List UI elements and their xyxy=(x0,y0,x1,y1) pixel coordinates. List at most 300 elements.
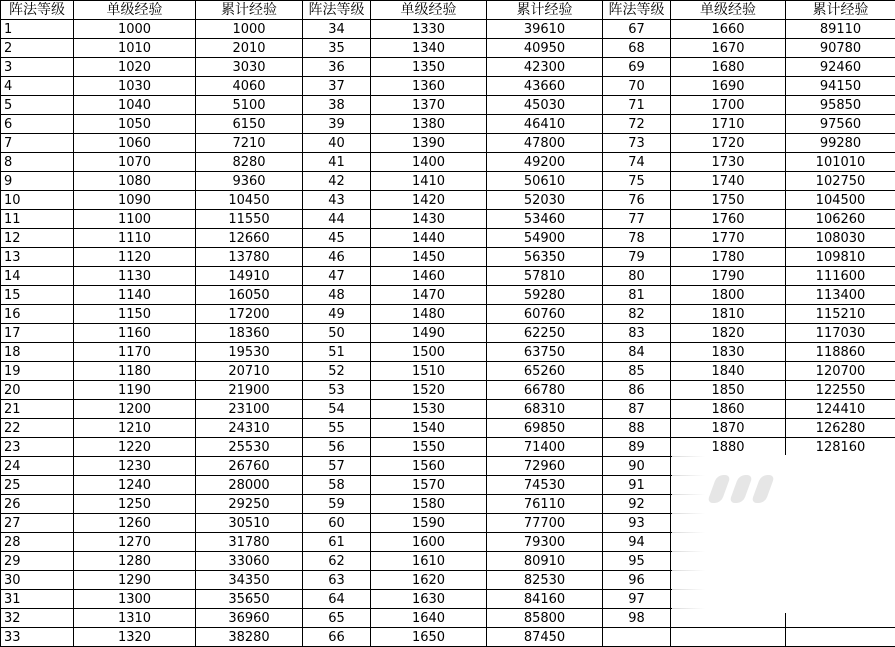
table-cell: 1230 xyxy=(74,457,196,476)
table-cell: 59 xyxy=(303,495,371,514)
table-cell: 1540 xyxy=(371,419,487,438)
table-cell: 1160 xyxy=(74,324,196,343)
table-cell: 83 xyxy=(603,324,671,343)
table-cell: 59280 xyxy=(487,286,603,305)
table-cell: 1690 xyxy=(671,77,786,96)
table-cell: 50610 xyxy=(487,172,603,191)
table-cell: 1800 xyxy=(671,286,786,305)
table-cell: 68310 xyxy=(487,400,603,419)
table-cell: 38 xyxy=(303,96,371,115)
table-cell: 117030 xyxy=(786,324,895,343)
table-cell: 95 xyxy=(603,552,671,571)
table-cell: 67 xyxy=(603,20,671,39)
table-cell: 20710 xyxy=(196,362,303,381)
table-cell: 1410 xyxy=(371,172,487,191)
table-cell: 45 xyxy=(303,229,371,248)
table-cell: 108030 xyxy=(786,229,895,248)
table-cell: 1150 xyxy=(74,305,196,324)
table-cell: 74 xyxy=(603,153,671,172)
table-cell: 45030 xyxy=(487,96,603,115)
table-cell: 30 xyxy=(1,571,74,590)
table-cell: 29 xyxy=(1,552,74,571)
table-cell: 39 xyxy=(303,115,371,134)
column-header: 累计经验 xyxy=(196,1,303,20)
table-cell: 1450 xyxy=(371,248,487,267)
table-cell: 17200 xyxy=(196,305,303,324)
table-cell: 3030 xyxy=(196,58,303,77)
table-cell: 84160 xyxy=(487,590,603,609)
table-cell: 87 xyxy=(603,400,671,419)
table-cell: 77 xyxy=(603,210,671,229)
table-row xyxy=(1,362,895,381)
column-header: 累计经验 xyxy=(786,1,895,20)
table-row xyxy=(1,248,895,267)
table-cell: 52030 xyxy=(487,191,603,210)
table-cell: 1850 xyxy=(671,381,786,400)
table-cell: 63750 xyxy=(487,343,603,362)
table-cell: 7210 xyxy=(196,134,303,153)
table-row xyxy=(1,153,895,172)
table-cell: 128160 xyxy=(786,438,895,457)
table-cell: 1590 xyxy=(371,514,487,533)
table-cell: 1780 xyxy=(671,248,786,267)
table-cell: 1430 xyxy=(371,210,487,229)
table-cell: 2 xyxy=(1,39,74,58)
table-cell: 68 xyxy=(603,39,671,58)
table-cell: 1580 xyxy=(371,495,487,514)
table-cell: 1830 xyxy=(671,343,786,362)
table-cell: 1210 xyxy=(74,419,196,438)
table-cell: 69850 xyxy=(487,419,603,438)
table-cell: 1510 xyxy=(371,362,487,381)
table-cell: 1020 xyxy=(74,58,196,77)
table-row xyxy=(1,343,895,362)
table-cell: 84 xyxy=(603,343,671,362)
table-cell: 5100 xyxy=(196,96,303,115)
table-row xyxy=(1,39,895,58)
table-cell: 1700 xyxy=(671,96,786,115)
table-cell: 25 xyxy=(1,476,74,495)
table-cell: 85800 xyxy=(487,609,603,628)
table-cell: 109810 xyxy=(786,248,895,267)
table-cell: 17 xyxy=(1,324,74,343)
table-cell: 1470 xyxy=(371,286,487,305)
table-cell: 24 xyxy=(1,457,74,476)
table-cell: 80910 xyxy=(487,552,603,571)
table-cell: 20 xyxy=(1,381,74,400)
table-cell: 1810 xyxy=(671,305,786,324)
table-cell: 4060 xyxy=(196,77,303,96)
table-cell: 82530 xyxy=(487,571,603,590)
table-cell: 24310 xyxy=(196,419,303,438)
table-cell: 104500 xyxy=(786,191,895,210)
table-cell: 16050 xyxy=(196,286,303,305)
table-cell: 1190 xyxy=(74,381,196,400)
table-cell: 23 xyxy=(1,438,74,457)
table-cell: 126280 xyxy=(786,419,895,438)
table-cell: 49 xyxy=(303,305,371,324)
table-cell: 57 xyxy=(303,457,371,476)
table-cell: 76110 xyxy=(487,495,603,514)
table-cell: 65260 xyxy=(487,362,603,381)
table-cell: 85 xyxy=(603,362,671,381)
column-header: 累计经验 xyxy=(487,1,603,20)
table-cell: 1600 xyxy=(371,533,487,552)
table-cell: 69 xyxy=(603,58,671,77)
table-cell: 93 xyxy=(603,514,671,533)
table-row xyxy=(1,305,895,324)
table-cell: 1240 xyxy=(74,476,196,495)
table-cell: 70 xyxy=(603,77,671,96)
table-cell: 1360 xyxy=(371,77,487,96)
table-cell: 1570 xyxy=(371,476,487,495)
table-cell: 91 xyxy=(603,476,671,495)
table-cell: 1460 xyxy=(371,267,487,286)
table-cell: 76 xyxy=(603,191,671,210)
table-cell: 1270 xyxy=(74,533,196,552)
table-cell: 1640 xyxy=(371,609,487,628)
table-cell: 47800 xyxy=(487,134,603,153)
table-cell: 51 xyxy=(303,343,371,362)
table-cell: 18360 xyxy=(196,324,303,343)
table-cell: 94150 xyxy=(786,77,895,96)
table-cell: 52 xyxy=(303,362,371,381)
table-cell: 79300 xyxy=(487,533,603,552)
table-cell: 62250 xyxy=(487,324,603,343)
table-cell: 31780 xyxy=(196,533,303,552)
table-cell: 101010 xyxy=(786,153,895,172)
table-cell: 41 xyxy=(303,153,371,172)
table-cell: 1750 xyxy=(671,191,786,210)
table-cell: 98 xyxy=(603,609,671,628)
table-cell: 44 xyxy=(303,210,371,229)
table-cell: 77700 xyxy=(487,514,603,533)
table-row xyxy=(1,115,895,134)
table-cell: 1 xyxy=(1,20,74,39)
table-cell: 1310 xyxy=(74,609,196,628)
table-cell: 55 xyxy=(303,419,371,438)
table-cell: 63 xyxy=(303,571,371,590)
table-cell: 34350 xyxy=(196,571,303,590)
table-row xyxy=(1,77,895,96)
table-cell: 1860 xyxy=(671,400,786,419)
table-cell: 56350 xyxy=(487,248,603,267)
table-cell: 1220 xyxy=(74,438,196,457)
table-cell: 40950 xyxy=(487,39,603,58)
table-cell: 48 xyxy=(303,286,371,305)
table-cell: 102750 xyxy=(786,172,895,191)
table-cell: 1530 xyxy=(371,400,487,419)
table-cell xyxy=(786,628,895,647)
column-header: 单级经验 xyxy=(671,1,786,20)
table-cell: 26 xyxy=(1,495,74,514)
table-cell: 1560 xyxy=(371,457,487,476)
table-cell: 10 xyxy=(1,191,74,210)
table-cell: 8 xyxy=(1,153,74,172)
table-cell: 1730 xyxy=(671,153,786,172)
table-cell: 14 xyxy=(1,267,74,286)
table-cell: 6 xyxy=(1,115,74,134)
table-cell: 53 xyxy=(303,381,371,400)
table-cell: 1140 xyxy=(74,286,196,305)
table-cell: 72960 xyxy=(487,457,603,476)
table-cell: 1170 xyxy=(74,343,196,362)
table-cell: 29250 xyxy=(196,495,303,514)
table-cell: 78 xyxy=(603,229,671,248)
table-row xyxy=(1,172,895,191)
table-cell: 9 xyxy=(1,172,74,191)
column-header: 阵法等级 xyxy=(603,1,671,20)
table-cell: 46 xyxy=(303,248,371,267)
table-cell: 1400 xyxy=(371,153,487,172)
table-cell: 118860 xyxy=(786,343,895,362)
table-cell xyxy=(603,628,671,647)
table-cell: 73 xyxy=(603,134,671,153)
table-cell: 1000 xyxy=(196,20,303,39)
table-cell: 1000 xyxy=(74,20,196,39)
table-cell: 61 xyxy=(303,533,371,552)
table-cell: 26760 xyxy=(196,457,303,476)
table-cell: 1480 xyxy=(371,305,487,324)
table-cell: 1280 xyxy=(74,552,196,571)
table-cell: 12660 xyxy=(196,229,303,248)
table-cell: 1660 xyxy=(671,20,786,39)
table-cell: 1770 xyxy=(671,229,786,248)
table-cell: 50 xyxy=(303,324,371,343)
table-cell: 66 xyxy=(303,628,371,647)
table-cell: 11550 xyxy=(196,210,303,229)
table-cell: 1330 xyxy=(371,20,487,39)
table-cell: 1420 xyxy=(371,191,487,210)
table-cell: 33 xyxy=(1,628,74,647)
table-row xyxy=(1,381,895,400)
table-row xyxy=(1,134,895,153)
table-cell: 90 xyxy=(603,457,671,476)
table-cell: 1390 xyxy=(371,134,487,153)
table-cell: 7 xyxy=(1,134,74,153)
table-cell: 122550 xyxy=(786,381,895,400)
table-cell: 42300 xyxy=(487,58,603,77)
table-cell: 106260 xyxy=(786,210,895,229)
table-cell: 1630 xyxy=(371,590,487,609)
table-cell: 40 xyxy=(303,134,371,153)
table-cell: 1880 xyxy=(671,438,786,457)
table-cell: 64 xyxy=(303,590,371,609)
table-cell: 60760 xyxy=(487,305,603,324)
table-cell: 65 xyxy=(303,609,371,628)
table-cell: 56 xyxy=(303,438,371,457)
table-cell: 71 xyxy=(603,96,671,115)
table-cell: 87450 xyxy=(487,628,603,647)
watermark-stroke xyxy=(729,475,753,503)
table-cell: 115210 xyxy=(786,305,895,324)
table-cell: 21 xyxy=(1,400,74,419)
header-row xyxy=(1,1,895,20)
table-cell: 2010 xyxy=(196,39,303,58)
table-cell: 1290 xyxy=(74,571,196,590)
table-cell: 33060 xyxy=(196,552,303,571)
table-row xyxy=(1,191,895,210)
table-cell: 57810 xyxy=(487,267,603,286)
table-row xyxy=(1,229,895,248)
table-cell: 43660 xyxy=(487,77,603,96)
table-cell: 1840 xyxy=(671,362,786,381)
table-cell: 47 xyxy=(303,267,371,286)
table-cell: 53460 xyxy=(487,210,603,229)
table-cell: 36960 xyxy=(196,609,303,628)
table-cell: 1620 xyxy=(371,571,487,590)
column-header: 单级经验 xyxy=(371,1,487,20)
table-cell: 35 xyxy=(303,39,371,58)
table-cell: 81 xyxy=(603,286,671,305)
table-cell: 30510 xyxy=(196,514,303,533)
table-cell: 28 xyxy=(1,533,74,552)
table-cell: 74530 xyxy=(487,476,603,495)
table-cell: 1180 xyxy=(74,362,196,381)
table-cell: 46410 xyxy=(487,115,603,134)
table-cell: 89 xyxy=(603,438,671,457)
table-cell: 34 xyxy=(303,20,371,39)
table-cell: 1820 xyxy=(671,324,786,343)
table-row xyxy=(1,20,895,39)
table-cell: 97560 xyxy=(786,115,895,134)
table-cell: 27 xyxy=(1,514,74,533)
table-row xyxy=(1,286,895,305)
table-cell: 39610 xyxy=(487,20,603,39)
table-cell: 8280 xyxy=(196,153,303,172)
column-header: 阵法等级 xyxy=(1,1,74,20)
table-cell: 42 xyxy=(303,172,371,191)
table-row xyxy=(1,400,895,419)
table-cell: 96 xyxy=(603,571,671,590)
table-cell: 19 xyxy=(1,362,74,381)
table-cell: 14910 xyxy=(196,267,303,286)
table-cell: 1090 xyxy=(74,191,196,210)
table-cell: 1130 xyxy=(74,267,196,286)
table-cell: 94 xyxy=(603,533,671,552)
column-header: 阵法等级 xyxy=(303,1,371,20)
table-cell: 72 xyxy=(603,115,671,134)
table-cell: 23100 xyxy=(196,400,303,419)
table-cell: 90780 xyxy=(786,39,895,58)
table-cell: 1500 xyxy=(371,343,487,362)
table-cell: 120700 xyxy=(786,362,895,381)
table-cell: 79 xyxy=(603,248,671,267)
table-cell: 1080 xyxy=(74,172,196,191)
table-cell: 9360 xyxy=(196,172,303,191)
column-header: 单级经验 xyxy=(74,1,196,20)
table-cell: 71400 xyxy=(487,438,603,457)
table-cell: 3 xyxy=(1,58,74,77)
table-cell: 92460 xyxy=(786,58,895,77)
table-row xyxy=(1,628,895,647)
table-cell: 1380 xyxy=(371,115,487,134)
table-cell: 10450 xyxy=(196,191,303,210)
table-cell: 1760 xyxy=(671,210,786,229)
table-cell: 86 xyxy=(603,381,671,400)
table-cell: 12 xyxy=(1,229,74,248)
table-row xyxy=(1,324,895,343)
table-row xyxy=(1,58,895,77)
table-cell: 43 xyxy=(303,191,371,210)
table-cell: 54900 xyxy=(487,229,603,248)
table-cell: 1370 xyxy=(371,96,487,115)
table-cell xyxy=(671,628,786,647)
table-cell: 60 xyxy=(303,514,371,533)
table-cell: 16 xyxy=(1,305,74,324)
table-cell: 66780 xyxy=(487,381,603,400)
table-cell: 31 xyxy=(1,590,74,609)
table-cell: 5 xyxy=(1,96,74,115)
table-cell: 1120 xyxy=(74,248,196,267)
table-cell: 1250 xyxy=(74,495,196,514)
table-cell: 1490 xyxy=(371,324,487,343)
table-cell: 18 xyxy=(1,343,74,362)
table-cell: 13 xyxy=(1,248,74,267)
watermark-stroke xyxy=(751,475,775,503)
table-cell: 1070 xyxy=(74,153,196,172)
table-row xyxy=(1,96,895,115)
table-cell: 1340 xyxy=(371,39,487,58)
table-cell: 22 xyxy=(1,419,74,438)
table-cell: 1030 xyxy=(74,77,196,96)
table-cell: 111600 xyxy=(786,267,895,286)
table-cell: 1350 xyxy=(371,58,487,77)
table-cell: 15 xyxy=(1,286,74,305)
table-cell: 1720 xyxy=(671,134,786,153)
table-cell: 1710 xyxy=(671,115,786,134)
table-cell: 92 xyxy=(603,495,671,514)
table-cell: 49200 xyxy=(487,153,603,172)
table-cell: 4 xyxy=(1,77,74,96)
table-cell: 1050 xyxy=(74,115,196,134)
table-cell: 1110 xyxy=(74,229,196,248)
table-cell: 1260 xyxy=(74,514,196,533)
table-cell: 38280 xyxy=(196,628,303,647)
table-cell: 113400 xyxy=(786,286,895,305)
table-cell: 1300 xyxy=(74,590,196,609)
table-cell: 97 xyxy=(603,590,671,609)
table-cell: 1870 xyxy=(671,419,786,438)
table-cell: 99280 xyxy=(786,134,895,153)
table-cell: 75 xyxy=(603,172,671,191)
table-cell: 1060 xyxy=(74,134,196,153)
table-row xyxy=(1,438,895,457)
table-cell: 80 xyxy=(603,267,671,286)
table-cell: 6150 xyxy=(196,115,303,134)
table-cell: 21900 xyxy=(196,381,303,400)
table-cell: 37 xyxy=(303,77,371,96)
table-cell: 19530 xyxy=(196,343,303,362)
table-cell: 1320 xyxy=(74,628,196,647)
table-cell: 1650 xyxy=(371,628,487,647)
table-cell: 1550 xyxy=(371,438,487,457)
table-row xyxy=(1,267,895,286)
table-cell: 1100 xyxy=(74,210,196,229)
watermark-stroke xyxy=(707,475,731,503)
table-cell: 82 xyxy=(603,305,671,324)
table-cell: 95850 xyxy=(786,96,895,115)
table-cell: 1610 xyxy=(371,552,487,571)
table-cell: 36 xyxy=(303,58,371,77)
table-cell: 89110 xyxy=(786,20,895,39)
table-cell: 28000 xyxy=(196,476,303,495)
table-cell: 1740 xyxy=(671,172,786,191)
table-cell: 1010 xyxy=(74,39,196,58)
table-cell: 1040 xyxy=(74,96,196,115)
table-cell: 88 xyxy=(603,419,671,438)
table-row xyxy=(1,210,895,229)
